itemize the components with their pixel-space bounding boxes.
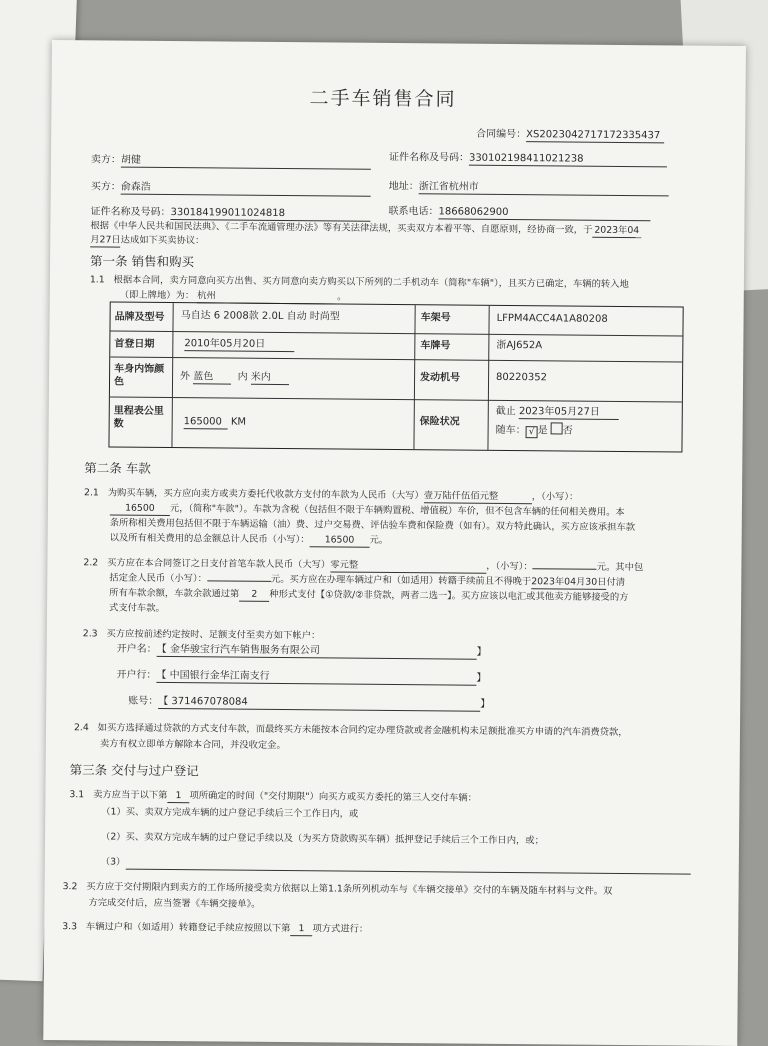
- clause-3-2-line-2: 方完成交付后，应当签署《车辆交接单》。: [88, 897, 261, 910]
- clause-2-1-line-2: 16500 元，（简称"车款"）。车款为含税（包括但不限于车辆购置税、增值税）车价，但不包含车辆的任何相关费用。本: [110, 502, 625, 520]
- article-1-heading: 第一条 销售和购买: [90, 253, 195, 270]
- buyer-id: 330184199011024818: [170, 206, 370, 222]
- insurance-label: 保险状况: [419, 416, 460, 428]
- plate-label: 车牌号: [420, 340, 451, 352]
- intro-line-2: 月27日达成如下买卖协议：: [90, 234, 205, 247]
- intro-line-1: 根据《中华人民共和国民法典》、《二手车流通管理办法》等有关法律法规，买卖双方本着平等、自愿原则，经协商一致，于 2023年04: [90, 219, 641, 238]
- contract-number: 合同编号：XS2023042717172335437: [476, 128, 664, 144]
- engine-label: 发动机号: [420, 372, 461, 384]
- clause-2-1-line-3: 条所称相关费用包括但不限于车辆运输（油）费、过户交易费、评估验车费和保险费（如有）。双方特此确认，买方应该承担车款: [109, 517, 636, 534]
- delivery-option: 1: [167, 789, 189, 803]
- clause-2-1-line-4: 以及所有相关费用的总金额总计人民币（小写）： 16500 元。: [109, 532, 389, 546]
- transfer-city: 杭州: [197, 289, 337, 304]
- mileage-value: 165000 KM: [183, 416, 247, 428]
- first-payment-in-words: 零元整: [330, 558, 486, 573]
- color-value: 外 蓝色 内 米内: [180, 370, 289, 385]
- account-number: 371467078084: [171, 696, 248, 708]
- account-bank-row: 开户行：【 中国银行金华江南支行 】: [116, 669, 487, 684]
- clause-3-1-line-1: 3.1 卖方应当于以下第 1 项所确定的时间（"交付期限"）向买方或买方委托的第三人交付车辆：: [69, 789, 477, 804]
- engine-value: 80220352: [496, 371, 548, 384]
- reg-date-label: 首登日期: [114, 338, 155, 350]
- insurance-transfer: 随车： √ 是 否: [496, 422, 573, 439]
- total-amount: 16500: [309, 533, 369, 548]
- buyer-address-row: 地址：浙江省杭州市: [389, 180, 669, 196]
- insurance-until: 截止 2023年05月27日: [496, 405, 619, 420]
- vin-value: LFPM4ACC4A1A80208: [496, 312, 608, 325]
- clause-2-4-line-2: 卖方有权立即单方解除本合同，并没收定金。: [99, 738, 286, 752]
- clause-2-2-line-3: 所有车款余额，车款余款通过第 2 种形式支付【①贷款/②非贷款，两者二选一】。买方应该以电汇或其他卖方能够接受的方: [109, 587, 629, 604]
- clause-2-4-line-1: 2.4 如买方选择通过贷款的方式支付车款，而最终买方未能按本合同约定办理贷款或者金融机构未足额批准买方申请的汽车消费贷款，: [73, 722, 628, 739]
- buyer-phone: 18668062900: [438, 205, 650, 221]
- delivery-option-2: （2）买、卖双方完成车辆的过户登记手续以及（为买方贷款购买车辆）抵押登记手续后三个工作日内，或；: [100, 831, 544, 847]
- article-2-heading: 第二条 车款: [84, 460, 151, 476]
- clause-2-1-line-1: 2.1 为购买车辆，买方应向卖方或卖方委托代收款方支付的车款为人民币（大写）壹万陆仟伍佰元整 ，（小写）：: [84, 487, 579, 503]
- insurance-no-checkbox: [551, 422, 563, 434]
- insurance-yes-checkbox: √: [526, 426, 538, 438]
- clause-1-1-line-2: （即上牌地）为： 杭州 。: [119, 289, 347, 303]
- reg-date-value: 2010年05月20日: [184, 337, 294, 352]
- vehicle-info-table: [108, 302, 683, 453]
- price-in-words: 壹万陆仟伍佰元整: [424, 489, 532, 504]
- account-bank: 中国银行金华江南支行: [169, 670, 270, 682]
- vin-label: 车架号: [420, 312, 451, 324]
- payment-method: 2: [239, 588, 269, 602]
- clause-1-1-line-1: 1.1 根据本合同，卖方同意向买方出售、买方同意向卖方购买以下所列的二手机动车（简称"车辆"），且买方已确定，车辆的转入地: [89, 274, 629, 291]
- interior-color: 米内: [251, 371, 289, 385]
- mileage-label: 里程表公里 数: [113, 405, 164, 430]
- contract-page: [43, 40, 746, 1046]
- color-label: 车身内饰颜 色: [113, 363, 165, 388]
- plate-value: 浙AJ652A: [496, 339, 543, 352]
- buyer-name: 俞森浩: [121, 181, 371, 197]
- exterior-color: 蓝色: [193, 370, 231, 384]
- clause-3-2-line-1: 3.2 买方应于交付期限内到卖方的工作场所接受卖方依据以上第1.1条所列机动车与《车辆交接单》交付的车辆及随车材料与文件。双: [62, 881, 613, 897]
- article-3-heading: 第三条 交付与过户登记: [69, 762, 199, 779]
- clause-2-3-line-1: 2.3 买方应按前述约定按时、足额支付至卖方如下帐户：: [82, 628, 321, 642]
- seller-id-row: 证件名称及号码：330102198411021238: [389, 151, 667, 167]
- account-name-row: 开户名：【 金华骏宝行汽车销售服务有限公司 】: [116, 643, 487, 658]
- clause-2-2-line-2: 括定金人民币（小写）： 元。买方应在办理车辆过户和（如适用）转籍手续前且不得晚于2023年04月30日付清: [109, 572, 626, 589]
- delivery-option-1: （1）买、卖双方完成车辆的过户登记手续后三个工作日内，或: [101, 806, 359, 820]
- clause-2-2-line-4: 式支付车款。: [108, 602, 165, 615]
- account-number-row: 账号：【 371467078084 】: [128, 695, 491, 710]
- model-value: 马自达 6 2008款 2.0L 自动 时尚型: [180, 310, 340, 323]
- clause-3-3: 3.3 车辆过户和（如适用）转籍登记手续应按照以下第 1 项方式进行：: [62, 921, 369, 935]
- delivery-option-3: （3）: [101, 855, 691, 874]
- seller-id: 330102198411021238: [469, 152, 667, 168]
- buyer-row: 买方：俞森浩: [91, 180, 371, 196]
- seller-name: 胡健: [121, 154, 371, 170]
- transfer-option: 1: [290, 922, 312, 936]
- payment-deadline: 2023年04月30日: [531, 576, 607, 588]
- buyer-id-row: 证件名称及号码：330184199011024818: [90, 205, 370, 221]
- account-name: 金华骏宝行汽车销售服务有限公司: [169, 644, 320, 657]
- buyer-address: 浙江省杭州市: [419, 180, 669, 196]
- model-label: 品牌及型号: [114, 311, 165, 323]
- buyer-phone-row: 联系电话：18668062900: [388, 205, 650, 221]
- clause-2-2-line-1: 2.2 买方应在本合同签订之日支付首笔车款人民币（大写）零元整 ，（小写）： 元。其中包: [83, 557, 644, 574]
- page-title: 二手车销售合同: [309, 87, 457, 111]
- seller-row: 卖方：胡健: [91, 153, 371, 169]
- price-amount: 16500: [110, 502, 170, 517]
- contract-number-value: XS2023042717172335437: [526, 128, 664, 143]
